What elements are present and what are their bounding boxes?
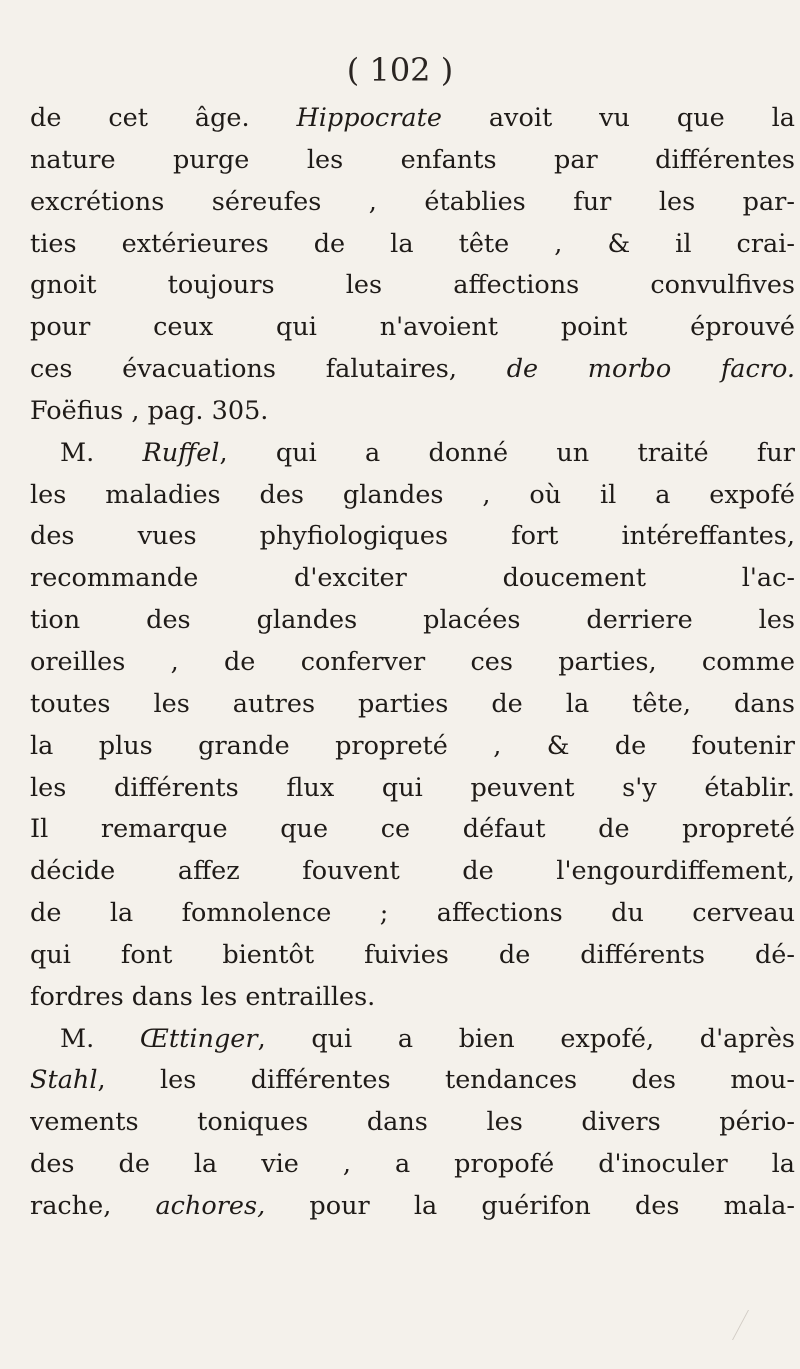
text-run: de cet âge.: [30, 103, 297, 133]
text-run: avoit vu que la: [441, 103, 795, 133]
text-run: , les différentes tendances des mou-: [97, 1065, 795, 1096]
text-line: [30, 1186, 795, 1228]
text-line: [30, 307, 795, 349]
text-run: ces évacuations falutaires,: [30, 354, 507, 385]
text-line: [30, 600, 795, 642]
text-line: [30, 935, 795, 977]
text-run: M.: [60, 437, 143, 468]
text-run: oreilles , de conferver ces parties, comme: [30, 646, 795, 677]
text-run: , qui a donné un traité fur: [219, 437, 795, 468]
text-run: la plus grande propreté , & de foutenir: [30, 730, 795, 761]
text-line: [30, 642, 795, 684]
text-run: les différents flux qui peuvent s'y établir.: [30, 772, 795, 803]
text-run: fordres dans les entrailles.: [30, 981, 376, 1012]
text-line: [30, 851, 795, 893]
text-line: [30, 140, 795, 182]
italic-text: achores,: [155, 1190, 266, 1221]
text-line: [30, 977, 795, 1019]
text-run: vements toniques dans les divers pério-: [30, 1107, 795, 1138]
italic-text: Œttinger: [139, 1023, 258, 1054]
text-run: Foëfius , pag. 305.: [30, 395, 269, 426]
paper-mark: [732, 1310, 767, 1340]
text-run: , qui a bien expofé, d'après: [257, 1023, 795, 1054]
text-run: des de la vie , a propofé d'inoculer la: [30, 1149, 795, 1180]
text-run: décide affez fouvent de l'engourdiffement,: [30, 856, 795, 887]
text-run: ties extérieures de la tête , & il crai-: [30, 228, 795, 259]
text-run: pour ceux qui n'avoient point éprouvé: [30, 312, 795, 343]
text-run: toutes les autres parties de la tête, dans: [30, 688, 795, 719]
text-run: excrétions séreufes , établies fur les par-: [30, 186, 795, 217]
text-line: [30, 182, 795, 224]
text-run: rache,: [30, 1190, 156, 1221]
text-run: nature purge les enfants par différentes: [30, 144, 795, 175]
text-line: [30, 475, 795, 517]
italic-text: Hippocrate: [296, 103, 442, 133]
text-run: les maladies des glandes , où il a expofé: [30, 479, 795, 510]
text-run: de la fomnolence ; affections du cerveau: [30, 898, 795, 929]
text-run: recommande d'exciter doucement l'ac-: [30, 563, 795, 594]
text-line: [30, 768, 795, 810]
text-line: [30, 224, 795, 266]
text-line: [30, 391, 795, 433]
text-line: [30, 1144, 795, 1186]
italic-text: Stahl: [30, 1065, 98, 1096]
text-line: [30, 809, 795, 851]
text-line: [30, 98, 795, 140]
text-line: [30, 684, 795, 726]
text-run: pour la guérifon des mala-: [265, 1190, 795, 1221]
text-line: [30, 265, 795, 307]
text-line: [30, 433, 795, 475]
text-line: [30, 1060, 795, 1102]
text-run: Il remarque que ce défaut de propreté: [30, 814, 795, 845]
italic-text: Ruffel: [142, 437, 220, 468]
page-number: ( 102 ): [346, 51, 454, 89]
text-line: [30, 516, 795, 558]
text-run: tion des glandes placées derriere les: [30, 605, 795, 636]
text-run: des vues phyfiologiques fort intéreffantes,: [30, 521, 795, 552]
text-line: [30, 1019, 795, 1061]
text-line: [30, 726, 795, 768]
text-run: gnoit toujours les affections convulfives: [30, 270, 795, 301]
text-run: qui font bientôt fuivies de différents dé-: [30, 939, 795, 970]
text-line: [30, 349, 795, 391]
text-line: [30, 893, 795, 935]
body-text: [30, 98, 795, 1228]
italic-text: de morbo facro.: [506, 354, 795, 385]
text-run: M.: [60, 1023, 140, 1054]
text-line: [30, 1102, 795, 1144]
text-line: [30, 558, 795, 600]
